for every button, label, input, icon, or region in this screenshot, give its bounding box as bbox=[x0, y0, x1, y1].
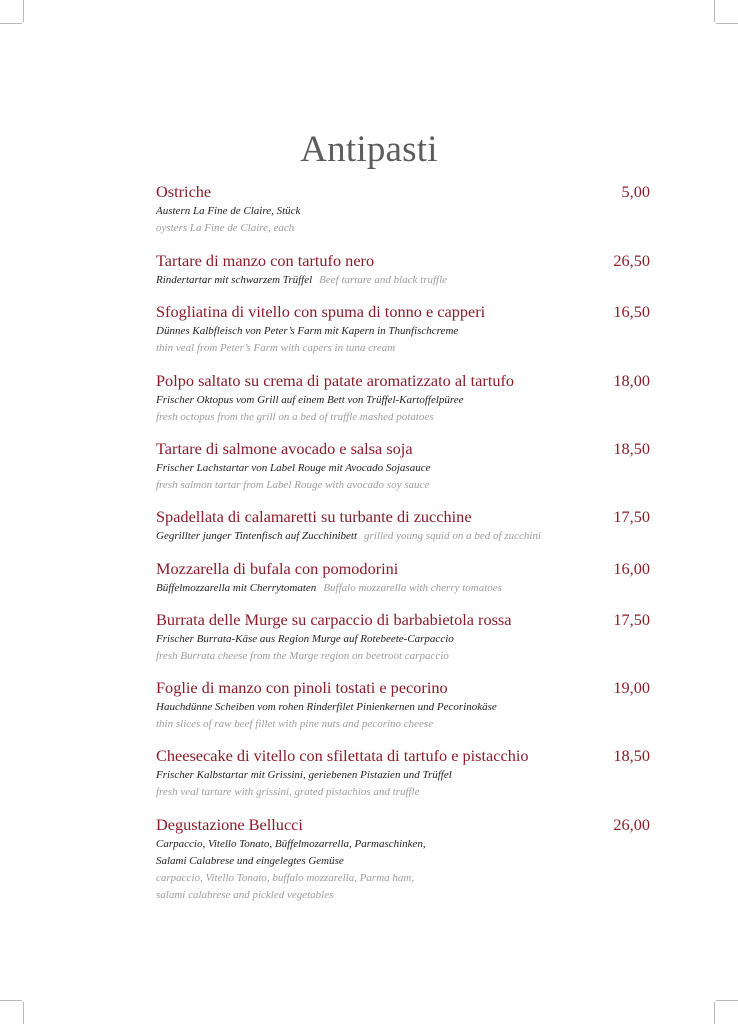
description-english: grilled young squid on a bed of zucchini bbox=[364, 530, 541, 542]
menu-item bbox=[156, 609, 650, 665]
description-english: fresh veal tartare with grissini, grated pistachios and truffle bbox=[156, 786, 420, 798]
description-german: Frischer Oktopus vom Grill auf einem Bett von Trüffel-Kartoffelpüree bbox=[156, 394, 464, 406]
dish-price: 18,50 bbox=[613, 439, 650, 458]
dish-price: 16,00 bbox=[613, 559, 650, 578]
dish-name: Spadellata di calamaretti su turbante di zucchine bbox=[156, 507, 472, 526]
description-german: Dünnes Kalbfleisch von Peter’s Farm mit Kapern in Thunfischcreme bbox=[156, 325, 459, 337]
crop-mark-top-right-h bbox=[716, 23, 738, 24]
dish-name: Ostriche bbox=[156, 182, 212, 201]
dish-name: Tartare di manzo con tartufo nero bbox=[156, 251, 375, 270]
dish-name: Mozzarella di bufala con pomodorini bbox=[156, 559, 399, 578]
description-german: Hauchdünne Scheiben vom rohen Rinderfilet Pinienkernen und Pecorinokäse bbox=[156, 701, 497, 713]
description-german: Frischer Kalbstartar mit Grissini, geriebenen Pistazien und Trüffel bbox=[156, 769, 452, 781]
dish-price: 16,50 bbox=[613, 302, 650, 321]
menu-item bbox=[156, 506, 650, 545]
description-english: thin slices of raw beef fillet with pine nuts and pecorino cheese bbox=[156, 718, 434, 730]
dish-name: Burrata delle Murge su carpaccio di barbabietola rossa bbox=[156, 610, 512, 629]
menu-item bbox=[156, 745, 650, 801]
crop-mark-bottom-right bbox=[714, 1002, 715, 1024]
description-english: fresh octopus from the grill on a bed of truffle mashed potatoes bbox=[156, 411, 434, 423]
description-english: carpaccio, Vitello Tonato, buffalo mozzarella, Parma ham, bbox=[156, 872, 415, 884]
page-title: Antipasti bbox=[300, 129, 438, 170]
menu-item bbox=[156, 814, 650, 904]
dish-price: 5,00 bbox=[621, 182, 650, 201]
description-english: fresh Burrata cheese from the Murge region on beetroot carpaccio bbox=[156, 650, 449, 662]
description-english: oysters La Fine de Claire, each bbox=[156, 222, 295, 234]
menu-item bbox=[156, 301, 650, 357]
description-german: Büffelmozzarella mit Cherrytomaten bbox=[156, 582, 317, 594]
description-english: fresh salmon tartar from Label Rouge with avocado soy sauce bbox=[156, 479, 430, 491]
crop-mark-top-left-h bbox=[0, 23, 22, 24]
dish-name: Tartare di salmone avocado e salsa soja bbox=[156, 439, 413, 458]
menu-item bbox=[156, 370, 650, 426]
crop-mark-bottom-left bbox=[23, 1002, 24, 1024]
description-german: Carpaccio, Vitello Tonato, Büffelmozarrella, Parmaschinken, bbox=[156, 838, 426, 850]
description-german: Austern La Fine de Claire, Stück bbox=[156, 205, 301, 217]
dish-name: Cheesecake di vitello con sfilettata di tartufo e pistacchio bbox=[156, 746, 529, 765]
description-english: thin veal from Peter’s Farm with capers in tuna cream bbox=[156, 342, 396, 354]
dish-name: Sfogliatina di vitello con spuma di tonno e capperi bbox=[156, 302, 486, 321]
dish-price: 17,50 bbox=[613, 507, 650, 526]
dish-price: 19,00 bbox=[613, 678, 650, 697]
description-german: Rindertartar mit schwarzem Trüffel bbox=[156, 274, 313, 286]
dish-price: 26,50 bbox=[613, 251, 650, 270]
crop-mark-bottom-right-h bbox=[716, 1000, 738, 1001]
description-german: Frischer Burrata-Käse aus Region Murge auf Rotebeete-Carpaccio bbox=[156, 633, 454, 645]
description-english-line-2: salami calabrese and pickled vegetables bbox=[156, 889, 334, 901]
dish-price: 18,50 bbox=[613, 746, 650, 765]
menu-item bbox=[156, 558, 650, 597]
menu-item bbox=[156, 181, 650, 237]
dish-name: Polpo saltato su crema di patate aromatizzato al tartufo bbox=[156, 371, 515, 390]
dish-price: 17,50 bbox=[613, 610, 650, 629]
description-german-line-2: Salami Calabrese und eingelegtes Gemüse bbox=[156, 855, 344, 867]
description-english: Buffalo mozzarella with cherry tomatoes bbox=[323, 582, 502, 594]
dish-name: Degustazione Bellucci bbox=[156, 815, 303, 834]
description-german: Gegrillter junger Tintenfisch auf Zucchinibett bbox=[156, 530, 358, 542]
dish-name: Foglie di manzo con pinoli tostati e pecorino bbox=[156, 678, 448, 697]
description-german: Frischer Lachstartar von Label Rouge mit Avocado Sojasauce bbox=[156, 462, 431, 474]
crop-mark-bottom-left-h bbox=[0, 1000, 22, 1001]
menu-item bbox=[156, 250, 650, 289]
description-english: Beef tartare and black truffle bbox=[319, 274, 448, 286]
dish-price: 26,00 bbox=[613, 815, 650, 834]
dish-price: 18,00 bbox=[613, 371, 650, 390]
menu-item bbox=[156, 677, 650, 733]
menu-item bbox=[156, 438, 650, 494]
crop-mark-top-right bbox=[714, 0, 715, 22]
crop-mark-top-left bbox=[23, 0, 24, 22]
